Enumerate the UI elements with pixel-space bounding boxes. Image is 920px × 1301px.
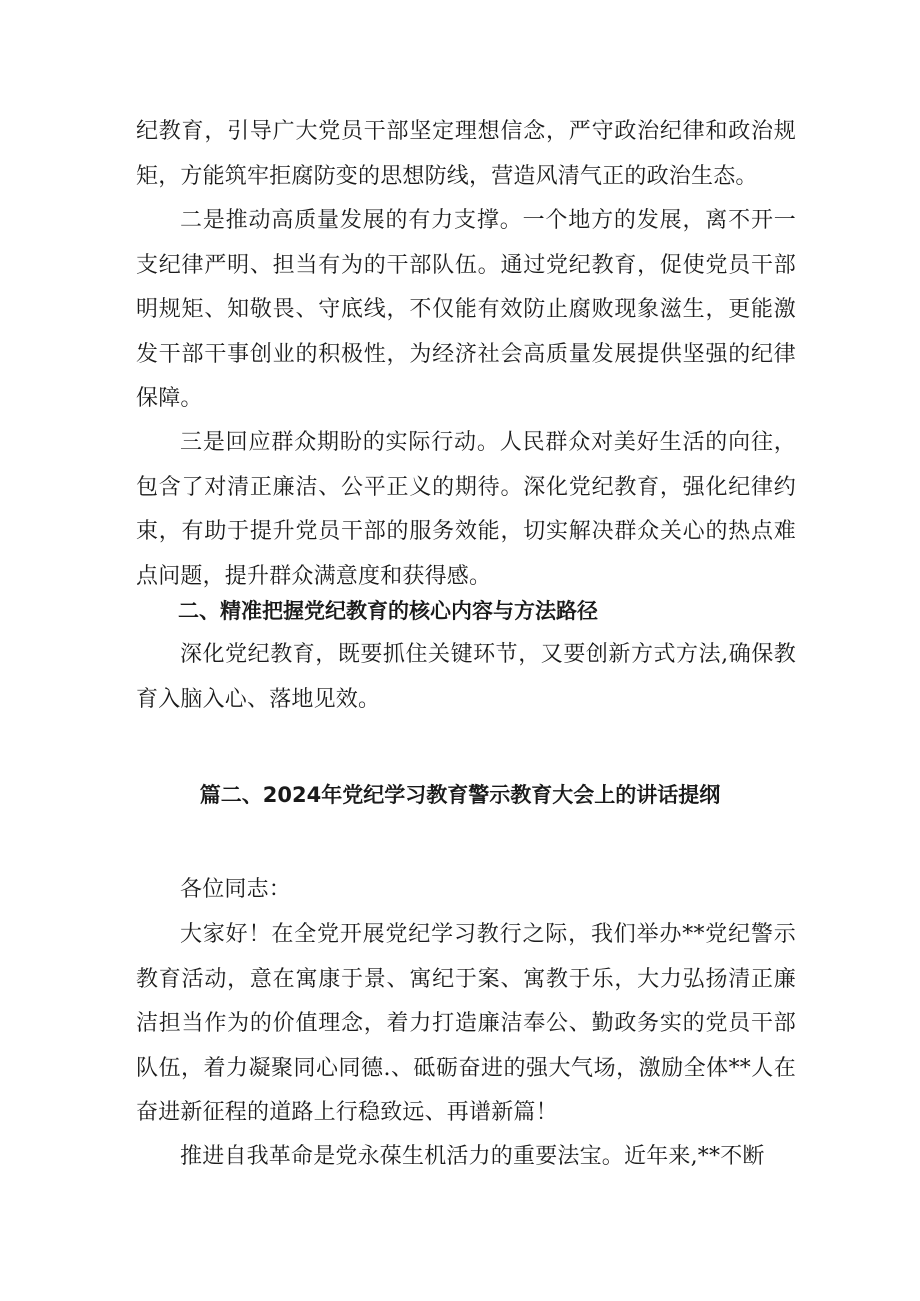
paragraph-opening: 大家好！在全党开展党纪学习教行之际，我们举办**党纪警示教育活动，意在寓康于景、寓纪于案、寓教于乐，大力弘扬清正廉洁担当作为的价值理念，着力打造廉洁奉公、勤政务实的党员干部队伍，着力凝聚同心同德.、砥砺奋进的强大气场，激励全体**人在奋进新征程的道路上行稳致远、再谱新篇！ [136, 922, 796, 1125]
paragraph-point-two: 二是推动高质量发展的有力支撑。一个地方的发展，离不开一支纪律严明、担当有为的干部队伍。通过党纪教育，促使党员干部明规矩、知敬畏、守底线，不仅能有效防止腐败现象滋生，更能激发干部干事创业的积极性，为经济社会高质量发展提供坚强的纪律保障。 [136, 208, 796, 411]
greeting: 各位同志： [180, 877, 292, 902]
section-heading-two: 二、精准把握党纪教育的核心内容与方法路径 [178, 599, 598, 623]
paragraph-point-three: 三是回应群众期盼的实际行动。人民群众对美好生活的向往，包含了对清正廉洁、公平正义的期待。深化党纪教育，强化纪律约束，有助于提升党员干部的服务效能，切实解决群众关心的热点难点问题，提升群众满意度和获得感。 [136, 430, 796, 589]
article-title: 篇二、2024年党纪学习教育警示教育大会上的讲话提纲 [199, 783, 721, 807]
paragraph-intro-methods: 深化党纪教育，既要抓住关键环节，又要创新方式方法,确保教育入脑入心、落地见效。 [136, 642, 796, 712]
paragraph-continued: 纪教育，引导广大党员干部坚定理想信念，严守政治纪律和政治规矩，方能筑牢拒腐防变的思想防线，营造风清气正的政治生态。 [136, 119, 796, 189]
paragraph-self-revolution: 推进自我革命是党永葆生机活力的重要法宝。近年来,**不断 [180, 1144, 765, 1169]
